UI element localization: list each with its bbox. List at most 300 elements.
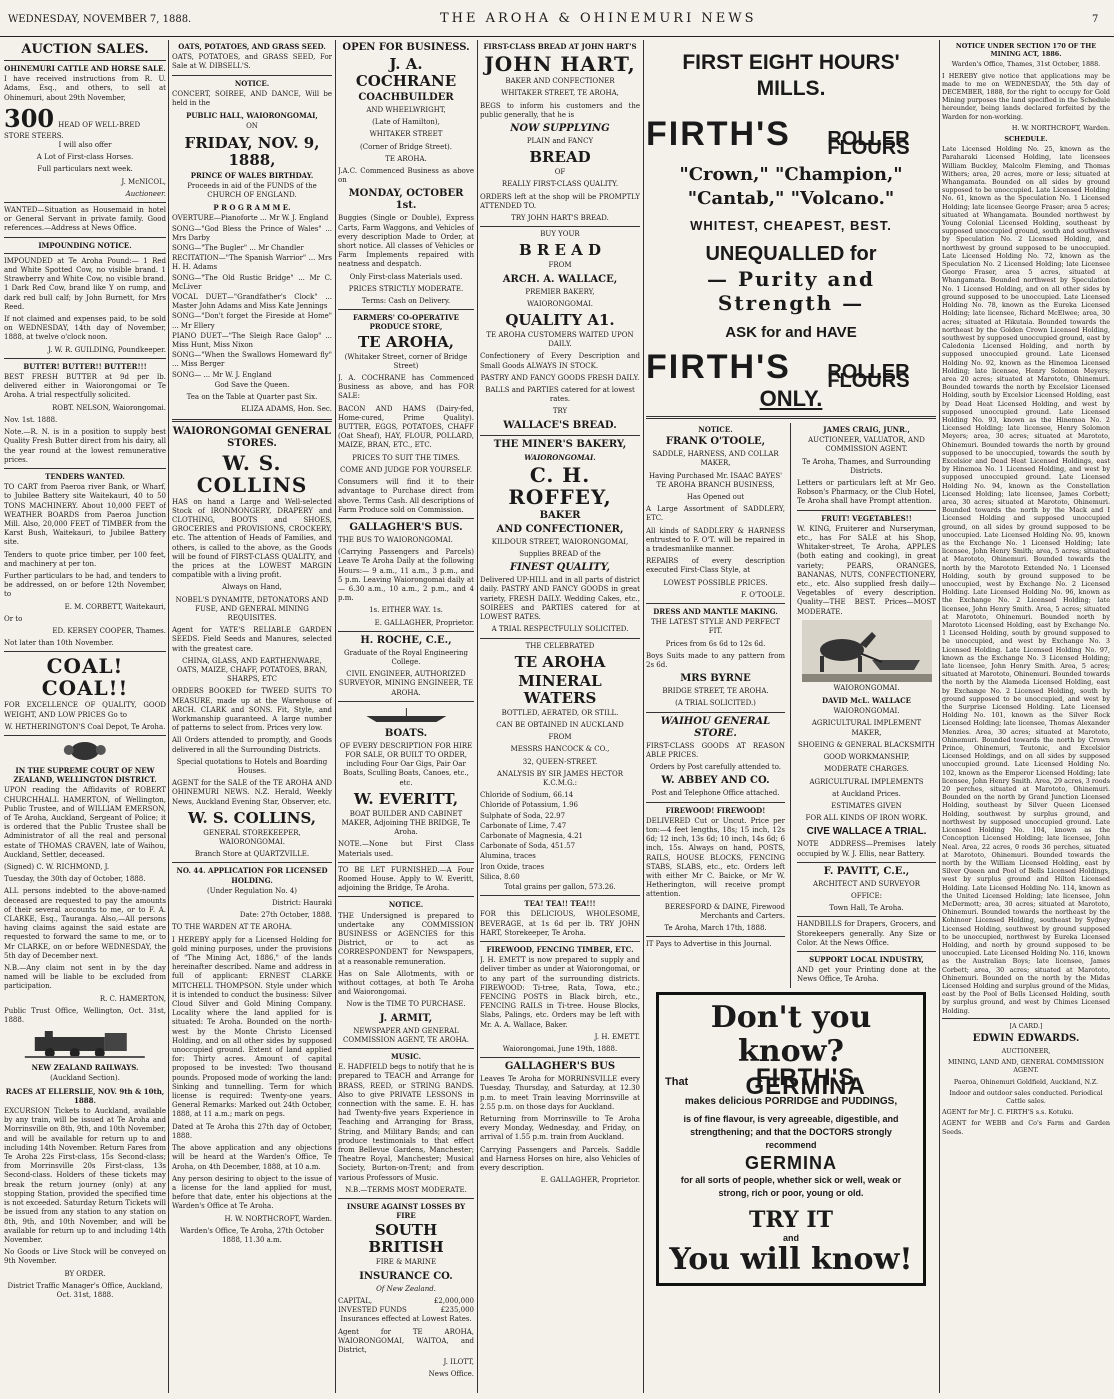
insurance-signature: J. ILOTT, [443, 1358, 474, 1367]
auction-lot: A Lot of First-class Horses. [36, 153, 134, 162]
races-goods: No Goods or Live Stock will be conveyed on 9th November. [4, 1248, 166, 1266]
edwards-address: Paeroa, Ohinemuri Goldfield, Auckland, N.Z. [953, 1077, 1099, 1086]
list-item: SONG— ... Mr W. J. England [172, 370, 272, 379]
list-item: SONG—"When the Swallows Homeward fly" ... Miss Berger [172, 351, 332, 369]
hart-of: OF [554, 168, 566, 177]
wallace-estimates: ESTIMATES GIVEN [831, 801, 902, 810]
divider [4, 358, 166, 359]
pays-to-advertise: IT Pays to Advertise in this Journal. [646, 940, 772, 949]
germina-closing: You will know! [669, 1242, 913, 1278]
mineral-from: FROM [548, 733, 572, 742]
list-item: Carbonate of Magnesia, 4.21 [480, 831, 583, 840]
heading-oats: OATS, POTATOES, AND GRASS SEED. [178, 42, 326, 51]
tenders-signature: E. M. CORBETT, Waitekauri, [64, 602, 166, 611]
collins-all-orders: All Orders attended to promptly, and Goods delivered in all the Surrounding Districts. [172, 736, 332, 754]
germina-text: is of fine flavour, is very agreeable, digestible, and strengthening; and that the DOCTORS strongly recommend [683, 1113, 899, 1150]
gallagher-text: Leaves Te Aroha for MORRINSVILLE every Tuesday, Thursday, and Saturday, at 12.30 p.m. to meet Train leaving Morrinsville at 2.55 p.m. on those days for Auckland. [480, 1075, 640, 1111]
concert-on: ON [246, 122, 258, 131]
heading-john-hart: JOHN HART, [484, 52, 636, 77]
roffey-supplies: Supplies BREAD of the [519, 550, 601, 559]
heading-armit: J. ARMIT, [379, 1012, 433, 1024]
list-item: PIANO DUET—"The Sleigh Race Galop" ... Miss Hunt, Miss Nixon [172, 331, 332, 350]
masthead-rule [0, 36, 1114, 37]
firths-line-2 [646, 347, 936, 392]
analysis-list [480, 791, 640, 882]
schedule-text: Late Licensed Holding No. 25, known as the Paraharaki Licensed Holding, late licensees William Buckley, Malcolm Fleming, and Thomas Withers; area, 20 acres, more or less; situated at Whangamata. Bounded on all sides by ground supposed to be unoccupied. Late Licensed Holding No. 61, known as the Speculation No. 1 Licensed Holding; late licensee George Fraser; area 5 acres; situated at Whangamata. Bounded northwest by Young Colonial Licensed Holding, southeast by supposed unoccupied ground, south and southwest by Speculation No. 2 Licensed Holding, and northwest by ground supposed to be unoccupied. Late Licensed Holding No. 72, known as the Speculation No. 2 Licensed Holding; late Licensee George Fraser, area 5 acres, situated at Whangamata. Bounded northwest by Speculation No. 1 Licensed Holding, and on all other sides by ground supposed to be unoccupied. Late Licensed Holding No. 78, known as the Eureka Licensed Holding; late licensee, Richard McElwee; area, 30 acres; situated at Hikutaia. Bounded towards the northeast by the Golden Crown Licensed Holding, southwest by supposed unoccupied ground, east by Caledonia Licensed Holding, and north by supposed unoccupied ground. Late Licensed Holding No. 92, known as the Hinemoa Licensed Holding; late licensee, Henry Solomon Meyers; area 20 acres; situated at Marototo, Ohinemuri. Bounded towards the north by Excelsior Licensed Holding, south by Excelsior Licensed Holding, east by Dead Heat Licensed Holding, and west by supposed unoccupied ground. Late Licensed Holding No. 93, known as the Hinemoa No. 2 Licensed Holding; late licensee, Henry Solomon Meyers; area, 30 acres; situated at Marototo, Ohinemuri. Bounded towards the north by ground supposed to be unoccupied, towards the south by Excelsior and Dead Heat Licensed Holdings, east by Hinemoa No. 1 Licensed Holding, and west by supposed unoccupied ground. Late Licensed Holding No. 94, known as the Constellation Licensed Holding; late licensee, James Corbett; area, 30 acres; situated at Marototo, Ohinemuri. Bounded towards the north by the Mack and I Licensed Holding and supposed unoccupied ground, on all sides by ground supposed to be unoccupied. Late Licensed Holding No. 95, known as the Exchange No. 1 Licensed Holding; late licensee, John Henry Smith; area, 5 acres; situated at Marototo, Ohinemuri. Bounded towards the north by the Marototo Extended No. 1 Licensed Holding, south by ground supposed to be unoccupied, west by Exchange No. 2 Licensed Holding. Late Licensed Holding No. 96, known as the Exchange No. 2 Licensed Holding; late licensee, John Henry Smith. Area, 5 acres; situated at Marototo, Ohinemuri. Bounded north by Marototo Licensed Holding, east by Exchange No. 1 Licensed Holding, south by ground supposed to be unoccupied, and west by Exchange No. 3 Licensed Holding. Late Licensed Holding No. 97, known as the Exchange No. 3 Licensed Holding; late licensee, John Henry Smith. Area, 5 acres; situated at Marototo, Ohinemuri. Bounded towards the north by the Alameda Licensed Holding, east by Exchange No. 2 Licensed Holding, south by ground supposed to be unoccupied, and west by the Surprise Licensed Holding. Late Licensed Holding No. 101, known as the Silver Rock Licensed Holding; late licensee, Thomas Alexander Menzies. Area, 30 acres; situated at Marototo, Ohinemuri. Bounded towards the north by Crown Prince, Ohinemuri, Teutonic, and Excelsior Licensed Holdings, and on all sides by supposed unoccupied ground. Late Licensed Holding No. 102, known as the Emperor Licensed Holding; late licensee, John Henry Smith. Area, 29 acres, 3 roods 20 perches, situated at Marototo, Ohinemuri. Bounded on the north by Grand Junction Licensed Holding, southeast by Silver Queen Licensed Holding, southwest by surplus ground, and northwest by supposed unoccupied ground. Late Licensed Holding No. 104, known as the Conception Licensed Holding; late licensee, John Neal. Area, 22 acres, 0 roods 36 perches, situated at Marototo, Ohinemuri. Bounded towards the north by the William Licensed Holding, east by Silver Queen and Pool of Bells Licensed Holdings, west by surplus ground and Hilton Licensed Holding. Late Licensed Holding No. 114, known as the United Licensed Holding; late licensee, John McDermott; area, 30 acres; situated at Marototo, Ohinemuri. Bounded towards the northeast by the Kohinoor Licensed Holding, southeast by Sydney Licensed Holding, southwest by ground supposed to be unoccupied, northwest by Eureka Licensed Holding, and north by ground supposed to be unoccupied. Late Licensed Holding No. 116, known as the Australian Boys; late licensee, James Corbett; area, 30 acres; situated at Marototo, Ohinemuri. Bounded on the north by the Midas Licensed Holding and surplus ground of the Midas, east by the Pool of Bells Licensed Holding, south by surplus ground, and west by Chimes Licensed Holding. [942, 145, 1110, 1015]
divider [797, 951, 936, 952]
farmers-prices: PRICES TO SUIT THE TIMES. [352, 453, 460, 462]
mineral-messrs: MESSRS HANCOCK & CO., [510, 745, 610, 754]
hart-orders: ORDERS left at the shop will be PROMPTLY ATTENDED TO. [480, 192, 640, 210]
divider [4, 253, 166, 254]
wallace-pastry: PASTRY AND FANCY GOODS FRESH DAILY. [480, 373, 640, 382]
roche-titles: CIVIL ENGINEER, AUTHORIZED SURVEYOR, MINING ENGINEER, TE AROHA. [338, 670, 474, 697]
collins-address: GENERAL STOREKEEPER, WAIORONGOMAI. [203, 828, 301, 846]
cochrane-text: Buggies (Single or Double), Express Carts, Farm Waggons, and Vehicles of every description Made to Order, at short notice. All classes of Vehicles or Farm Implements repaired with neatness and despatch. [338, 214, 474, 269]
heading-waihou-store: WAIHOU GENERAL STORE. [660, 715, 771, 739]
heading-schedule: SCHEDULE. [1004, 135, 1048, 144]
illustration-caption: WAIORONGOMAI. [833, 683, 900, 692]
everitt-note: NOTE.—None but First Class Materials used. [338, 840, 474, 858]
heading-races: RACES AT ELLERSLIE, NOV. 9th & 10th, 1888. [5, 1086, 165, 1105]
heading-wallace: ARCH. A. WALLACE, [502, 273, 618, 285]
divider [480, 941, 640, 942]
heading-impounding: IMPOUNDING NOTICE. [38, 240, 132, 250]
wallace-blacksmith: SHOEING & GENERAL BLACKSMITH [798, 740, 935, 749]
everitt-text: BOAT BUILDER AND CABINET MAKER, Adjoining THE BRIDGE, Te Aroha. [341, 809, 471, 837]
butter-date: Nov. 1st. 1888. [4, 415, 58, 424]
tea-text: FOR this DELICIOUS, WHOLESOME, BEVERAGE, at 1s 6d per lb. TRY JOHN HART, Storekeeper, Te Aroha. [480, 910, 640, 937]
collins-china: CHINA, GLASS, AND EARTHENWARE, OATS, MAIZE, CHAFF, POTATOES, BRAN, SHARPS, ETC [176, 656, 328, 684]
heading-notice: NOTICE. [234, 78, 270, 88]
column-3 [338, 40, 474, 1393]
mining-warden: H. W. NORTHCROFT, Warden. [1011, 123, 1110, 132]
cochrane-street: WHITAKER STREET [369, 130, 443, 139]
edwards-kotuku: AGENT for Mr J. C. FIRTH'S s.s. Kotuku. [942, 1108, 1074, 1117]
divider [646, 936, 785, 937]
collins-branch: Branch Store at QUARTZVILLE. [194, 850, 310, 859]
only: ONLY. [759, 386, 823, 412]
divider [4, 60, 166, 61]
divider [338, 518, 474, 519]
tenders-signature-2: ED. KERSEY COOPER, Thames. [52, 626, 166, 635]
cochrane-commenced: J.A.C. Commenced Business as above on [338, 167, 474, 185]
wallace-bakery: PREMIER BAKERY, [525, 287, 595, 296]
boats-text: OF EVERY DESCRIPTION FOR HIRE FOR SALE, OR BUILT TO ORDER, including Four Oar Gigs, Pair Oar Boats, Sculling Boats, Canoes, etc., etc. [339, 741, 473, 787]
impound-text: IMPOUNDED at Te Aroha Pound:— 1 Red and White Spotted Cow, no visible brand. 1 Strawberry and White Cow, no visible brand. 1 Dark Red Cow, brand like Y on rump, and dark red bull calf; by John Burnett, for Mrs Reed. [4, 256, 166, 311]
programme-list [172, 214, 332, 379]
divider [338, 1048, 474, 1049]
heading-roffey: C. H. ROFFEY, [508, 462, 612, 509]
pavitt-hall: Town Hall, Te Aroha. [829, 904, 904, 913]
armit-text: THE Undersigned is prepared to undertake any COMMISSION BUSINESS or AGENCIES for this District, or to act as CORRESPONDENT for Newspapers, at a reasonable remuneration. [338, 911, 474, 966]
insurance-office: News Office. [428, 1370, 474, 1379]
heading-gallagher-bus-2: GALLAGHER'S BUS [504, 1061, 616, 1073]
music-text: E. HADFIELD begs to notify that he is prepared to TEACH and Arrange for BRASS, REED, or STRING BANDS. Also to give PRIVATE LESSONS in connection with the same. E. H. has had Twenty-five years Experience in Teaching and Arranging for Brass, String, and Military Bands; and can produce testimonials to that effect from Bellevue Gardens, Manchester; Theatre Royal, Manchester; Musical Society, Burton-on-Trent; and from various Professors of Music. [338, 1063, 474, 1182]
otoole-signature: F. O'TOOLE. [740, 590, 785, 599]
farmers-list: BACON AND HAMS (Dairy-fed, Home-cured, Prime Quality). BUTTER, EGGS, POTATOES, CHAFF (Oat Sheaf), HAY, FLOUR, POLLARD, MAIZE, BRAN, ETC., ETC. [338, 404, 474, 450]
otoole-purchased: Having Purchased Mr. ISAAC BAYES' TE AROHA BRANCH BUSINESS, [648, 471, 783, 489]
divider [480, 1057, 640, 1058]
wallace-iron: FOR ALL KINDS OF IRON WORK. [805, 814, 928, 823]
auction-text: I have received instructions from R. U. Adams, Esq., and others, to sell at Ohinemuri, about 29th November, [4, 75, 166, 102]
heading-collins: W. S. COLLINS [196, 450, 308, 497]
divider [480, 226, 640, 227]
concert-proceeds: Proceeds in aid of the FUNDS of the CHURCH OF ENGLAND. [187, 181, 317, 200]
heading-everitt: W. EVERITT, [353, 789, 459, 808]
divider [338, 701, 474, 702]
divider [480, 895, 640, 896]
edwards-title: AUCTIONEER, [1001, 1046, 1051, 1055]
butter-signature: ROBT. NELSON, Waiorongomai. [51, 403, 166, 412]
coal-signature: W. HETHERINGTON'S Coal Depot, Te Aroha. [4, 722, 166, 731]
column-6 [942, 40, 1110, 1393]
handbills-ad: HANDBILLS for Drapers, Grocers, and Storekeepers generally. Any Size or Color. At the News Office. [797, 920, 936, 947]
divider [338, 309, 474, 310]
races-text: EXCURSION Tickets to Auckland, available by any train, will be issued at Te Aroha and Morrinsville on 8th, 9th, and 10th November, and will be available for return up to and including 14th November. Return Fares from Te Aroha 22s First-class, 15s Second-class; from Morrinsville 20s First-class, 13s Second-class. Holders of these tickets may break the return journey (only) at any stopping Station, provided the specified time is not exceeded. Saturday Return Tickets will be issued from any station to any station on 8th, 9th, and 10th November, and will be available for return up to and including 14th November. [4, 1107, 166, 1244]
invested-label: INVESTED FUNDS [338, 1306, 407, 1315]
firewood-date: Te Aroha, March 17th, 1888. [664, 923, 767, 932]
divider [797, 862, 936, 863]
heading-abbey: W. ABBEY AND CO. [661, 775, 770, 787]
wallace-confectionery: Confectionery of Every Description and Small Goods ALWAYS IN STOCK. [480, 352, 640, 370]
divider [338, 631, 474, 632]
firths-line [646, 115, 936, 160]
heading-notice-armit: NOTICE. [388, 900, 424, 910]
divider [4, 468, 166, 469]
armit-title: NEWSPAPER AND GENERAL COMMISSION AGENT, TE AROHA. [343, 1026, 469, 1044]
auction-head-line [4, 103, 166, 141]
firths-name: FIRTH'S [646, 115, 791, 153]
collins-special: Special quotations to Hotels and Boarding Houses. [176, 757, 328, 775]
auctioneer-title: Auctioneer. [125, 189, 166, 198]
edwards-sales: Indoor and outdoor sales conducted. Periodical Cattle sales. [949, 1088, 1103, 1105]
heading-application: NO. 44. APPLICATION FOR LICENSED HOLDING. [176, 866, 328, 885]
heading-auction-sales: AUCTION SALES. [21, 42, 149, 57]
hart-bread: BREAD [529, 148, 591, 167]
cochrane-wheelwright: AND WHEELWRIGHT, [366, 106, 446, 114]
list-item: VOCAL DUET—"Grandfather's Clock" ... Master John Adams and Miss Kate Jennings [172, 293, 332, 311]
court-office: Public Trust Office, Wellington, Oct. 31st, 1888. [4, 1006, 166, 1025]
tenders-deadline: Not later than 10th November. [4, 639, 114, 648]
hart-street: WHITAKER STREET, TE AROHA, [501, 89, 619, 98]
divider [797, 510, 936, 511]
divider [172, 419, 332, 422]
heading-cochrane: J. A. COCHRANE [355, 55, 457, 90]
wallace-auckland: at Auckland Prices. [832, 789, 901, 798]
concert-hall: PUBLIC HALL, WAIORONGOMAI, [186, 111, 318, 121]
bus-fare: 1s. EITHER WAY. 1s. [369, 606, 443, 615]
mining-notice-text: I HEREBY give notice that applications may be made to me on WEDNESDAY, the 5th day of DECEMBER, 1888, for the right to occupy for Gold Mining purposes the land specified in the Schedule hereunder, being lands declared forfeited by the Warden for non-working. [942, 71, 1110, 121]
heading-general-stores: WAIORONGOMAI GENERAL STORES. [172, 425, 332, 449]
races-order: BY ORDER. [64, 1269, 106, 1278]
waihou-orders: Orders by Post carefully attended to. [649, 763, 782, 772]
cochrane-corner: (Corner of Bridge Street). [360, 142, 452, 151]
roffey-trial: A TRIAL RESPECTFULLY SOLICITED. [491, 625, 629, 634]
insurance-rates: Insurances effected at Lowest Rates. [340, 1315, 472, 1324]
list-item: Carbonate of Soda, 451.57 [480, 842, 576, 851]
heading-fruit: FRUIT! VEGETABLES!! [821, 513, 912, 523]
list-item: OVERTURE—Pianoforte ... Mr W. J. England [172, 214, 329, 223]
ask-for: ASK for and HAVE [725, 323, 857, 341]
germina-headline: Don't you know? [710, 999, 872, 1069]
wallace-balls: BALLS and PARTIES catered for at lowest rates. [485, 386, 635, 404]
sb-nz: Of New Zealand. [376, 1284, 436, 1293]
application-regulation: (Under Regulation No. 4) [207, 886, 297, 895]
divider [4, 237, 166, 238]
heading-mineral-waters: MINERAL WATERS [518, 671, 602, 707]
germina-name: GERMINA [745, 1152, 837, 1173]
auction-also: I will also offer [58, 141, 112, 150]
application-text-2: The above application and any objections will be heard at the Warden's Office, Te Aroha, on 4th December, 1888, at 10 a.m. [172, 1144, 332, 1171]
heading-roche: H. ROCHE, C.E., [360, 634, 452, 646]
whitest-cheapest: WHITEST, CHEAPEST, BEST. [690, 218, 892, 234]
tenders-text: TO CART from Paeroa river Bank, or Wharf, to Jubilee Battery site Waitekauri, 40 to 50 TONS MACHINERY. About 10,000 FEET of WEATHER BOARDS from Paeroa Junction Mill. Also, 20,000 FEET of TIMBER from the Karst Bush, Waitekauri, to Jubilee Battery site. [4, 483, 166, 547]
royal-crest-icon [20, 740, 150, 762]
application-warden: H. W. NORTHCROFT, Warden. [224, 1214, 332, 1223]
armit-text-2: Has on Sale Allotments, with or without cottages, at both Te Aroha and Waiorongomai. [338, 969, 474, 997]
railways-section: (Auckland Section). [50, 1074, 120, 1083]
armit-text-3: Now is the TIME TO PURCHASE. [346, 1000, 466, 1009]
locomotive-icon [20, 1029, 150, 1059]
heading-gallagher-bus: GALLAGHER'S BUS. [349, 521, 463, 533]
cochrane-prices: PRICES STRICTLY MODERATE. [348, 284, 464, 293]
music-nb: N.B.—TERMS MOST MODERATE. [345, 1185, 467, 1194]
tenders-or: Or to [4, 614, 23, 623]
list-item: Carbonate of Lime, 7.47 [480, 821, 567, 830]
bread-banner: FIRST-CLASS BREAD AT JOHN HART'S [483, 42, 637, 51]
court-date: Tuesday, the 30th day of October, 1888. [4, 875, 146, 884]
wallace-quality: QUALITY A1. [505, 311, 615, 330]
column-rule [168, 40, 169, 1393]
heading-programme: P R O G R A M M E. [213, 203, 291, 213]
germina-advert [656, 992, 926, 1287]
application-district: District: Hauraki [272, 899, 332, 908]
edwards-seeds: AGENT for WEBB and Co's Farm and Garden Seeds. [942, 1119, 1110, 1136]
bus-proprietor: E. GALLAGHER, Proprietor. [374, 618, 474, 627]
head-count: 300 [4, 103, 55, 133]
cochrane-terms: Terms: Cash on Delivery. [361, 297, 451, 306]
court-text-2: ALL persons indebted to the above-named deceased are requested to pay the amounts of their several accounts to me, or to F. A. CLARKE, Esq., Tauranga. Also,—All persons having claims against the said estate are requested to forward the same to me, or to Mr CLARKE, on or before WEDNESDAY, the 5th day of December next. [4, 887, 166, 960]
mineral-analysis: ANALYSIS BY SIR JAMES HECTOR K.C.M.G.: [497, 769, 623, 787]
butter-note: Note.—R. N. is in a position to supply best Quality Fresh Butter direct from his dairy, all the year round at the lowest remunerative prices. [4, 428, 166, 464]
farmers-town: TE AROHA, [357, 332, 455, 351]
mineral-street: 32, QUEEN-STREET. [522, 757, 598, 766]
divider [338, 1198, 474, 1199]
wallace-try: TRY [552, 407, 568, 416]
roffey-baker: BAKER [539, 509, 581, 521]
flour-brands: "Crown," "Champion," "Cantab," "Volcano." [679, 164, 903, 210]
germina-makes: makes delicious PORRIDGE and PUDDINGS, [684, 1095, 898, 1107]
column-rule [477, 40, 478, 1393]
invested-value: £235,000 [440, 1306, 474, 1315]
wallace-town: WAIORONGOMAI. [526, 299, 594, 308]
card-label: [A CARD.] [1009, 1021, 1043, 1030]
list-item: SONG—"God Bless the Prince of Wales" ... Mrs Darby [172, 224, 332, 242]
divider [480, 435, 640, 436]
plough-horses-icon [802, 620, 932, 682]
heading-david-wallace: DAVID McL. WALLACE [821, 696, 912, 706]
heading-tenders: TENDERS WANTED. [45, 471, 125, 481]
list-item: Alumina, traces [480, 852, 536, 861]
collins-text: HAS on hand a Large and Well-selected Stock of IRONMONGERY, DRAPERY and CLOTHING, BOOTS and SHOES, GROCERIES and PROVISIONS, CROCKERY, etc. The attention of Heads of Families, and others, is called to the above, as the Goods will be found of FIRST-CLASS QUALITY, and the prices at the LOWEST MARGIN compatible with a living profit. [172, 497, 332, 580]
fruit-text: W. KING, Fruiterer and Nurseryman, etc., has For SALE at his Shop, Whitaker-street, Te Aroha, APPLES (both eating and cooking), in great variety; PEARS, ORANGES, BANANAS, NUTS, CONFECTIONERY, etc., etc. Also supplied fresh daily—Vegetables of every description. Quality—THE BEST. Prices—MOST MODERATE. [797, 524, 936, 616]
collins-nobel: NOBEL'S DYNAMITE, DETONATORS AND FUSE, AND GENERAL MINING REQUISITES. [175, 595, 329, 622]
application-office: Warden's Office, Te Aroha, 27th October 1888, 11.30 a.m. [180, 1226, 324, 1244]
emett-date: Waiorongomai, June 19th, 1888. [502, 1045, 618, 1053]
buy-your: BUY YOUR [540, 230, 580, 239]
sb-fire-marine: FIRE & MARINE [375, 1258, 437, 1267]
heading-tea: TEA! TEA!! TEA!!! [524, 899, 596, 909]
column-4 [480, 40, 640, 1393]
court-nb: N.B.—Any claim not sent in by the day named will be liable to be excluded from participation. [4, 964, 166, 991]
pavitt-title: ARCHITECT AND SURVEYOR [812, 879, 921, 888]
abbey-post: Post and Telephone Office attached. [651, 789, 780, 798]
divider [942, 1018, 1110, 1019]
tenders-text-3: Further particulars to be had, and tenders to be addressed, on or before 12th November, to [4, 571, 166, 599]
races-office: District Traffic Manager's Office, Auckland, Oct. 31st, 1888. [7, 1281, 163, 1299]
wanted-ad: WANTED—Situation as Housemaid in hotel or General Servant in private family. Good references.—Address at News Office. [4, 206, 166, 233]
divider [646, 603, 785, 604]
page-number: 7 [1092, 14, 1099, 25]
court-text: UPON reading the Affidavits of ROBERT CHURCHHALL HAMERTON, of Wellington, Public Trustee, and of WILLIAM EMERSON, of Te Aroha, Auckland, Sergeant of Police; it is ordered that the Public Trustee shall be Administrator of all the real and personal estate of THOMAS CRAVEN, late of Waihou, Auckland, Settler, deceased. [4, 786, 166, 859]
farmers-come: COME AND JUDGE FOR YOURSELF. [339, 465, 473, 474]
heading-coal: COAL! COAL!! [41, 654, 129, 701]
heading-open-business: OPEN FOR BUSINESS. [342, 42, 470, 53]
craig-titles: AUCTIONEER, VALUATOR, AND COMMISSION AGENT. [808, 436, 925, 454]
germina-that: That [665, 1075, 689, 1088]
heading-otoole: FRANK O'TOOLE, [665, 436, 766, 448]
wallace-maker: AGRICULTURAL IMPLEMENT MAKER, [811, 719, 922, 737]
collins-agent: AGENT for the SALE of the TE AROHA AND OHINEMURI NEWS. N.Z. Herald, Weekly News, Auckland Evening Star, Observer, etc. [172, 779, 332, 806]
bus-text: THE BUS TO WAIORONGOMAI. [338, 535, 453, 544]
heading-railways: NEW ZEALAND RAILWAYS. [31, 1063, 139, 1073]
list-item: Chloride of Sodium, 66.14 [480, 791, 574, 800]
butter-text: BEST FRESH BUTTER at 9d per lb. delivered either in Waiorongomai or Te Aroha. A trial respectfully solicited. [4, 373, 166, 400]
waihou-goods: FIRST-CLASS GOODS AT REASON ABLE PRICES. [646, 741, 785, 759]
edwards-agent: MINING, LAND AND, GENERAL COMMISSION AGENT. [948, 1058, 1104, 1075]
unequalled: UNEQUALLED for [705, 242, 877, 265]
heading-collins-2: W. S. COLLINS, [187, 808, 317, 827]
tea-signature: ELIZA ADAMS, Hon. Sec. [241, 405, 332, 414]
auction-full: Full particulars next week. [37, 165, 133, 174]
dress-prices: Prices from 6s 6d to 12s 6d. [665, 639, 766, 648]
heading-boats: BOATS. [384, 727, 428, 739]
list-item: SONG—"The Old Rustic Bridge" ... Mr C. McLiver [172, 273, 332, 291]
otoole-notice: NOTICE. [698, 425, 733, 435]
column-rule [643, 40, 644, 1393]
cochrane-late: (Late of Hamilton), [372, 118, 440, 127]
farmers-text-2: Consumers will find it to their advantage to Purchase direct from above. Terms Cash. All descriptions of Farm Produce sold on Commission. [338, 478, 474, 514]
heading-miners-bakery: THE MINER'S BAKERY, [493, 438, 627, 450]
divider [646, 802, 785, 803]
masthead-date: WEDNESDAY, NOVEMBER 7, 1888. [8, 14, 192, 25]
heading-byrne: MRS BYRNE [680, 673, 751, 685]
list-item: SONG—"The Bugler" ... Mr Chandler [172, 244, 304, 253]
celebrated: THE CELEBRATED [525, 641, 595, 650]
buy-bread: B R E A D [518, 241, 602, 260]
auctioneer-name: J. McNICOL, [121, 177, 166, 186]
lower-right [797, 423, 936, 988]
hart-plain: PLAIN and FANCY [526, 137, 594, 146]
otoole-repaired: All kinds of SADDLERY & HARNESS entrusted to F. O'T. will be repaired in a tradesmanlike manner. [646, 526, 785, 554]
application-date: Date: 27th October, 1888. [239, 911, 332, 920]
otoole-trade: SADDLE, HARNESS, AND COLLAR MAKER, [652, 450, 779, 468]
masthead [0, 0, 1114, 32]
farmers-text: J. A. COCHRANE has Commenced Business as above, and has FOR SALE: [338, 374, 474, 401]
heading-farmers: FARMERS' CO-OPERATIVE PRODUCE STORE, [353, 313, 459, 332]
heading-edwards: EDWIN EDWARDS. [972, 1032, 1080, 1044]
hart-try: TRY JOHN HART'S BREAD. [511, 214, 609, 223]
capital-value: £2,000,000 [433, 1296, 474, 1305]
impound-text-2: If not claimed and expenses paid, to be sold on WEDNESDAY, 14th day of November, 1888, at twelve o'clock noon. [4, 315, 166, 342]
insurance-agent: Agent for TE AROHA, WAIORONGOMAI, WAITOA, and District, [338, 1327, 474, 1354]
firewood-signature: BERESFORD & DAINE, Firewood Merchants and Carters. [664, 902, 785, 920]
divider [646, 416, 936, 419]
heading-te-aroha: TE AROHA [514, 652, 606, 671]
column-rule [939, 40, 940, 1393]
court-signature: (Signed) C. W. RICHMOND, J. [4, 863, 110, 871]
list-item: RECITATION—"The Spanish Warrior" ... Mrs H. H. Adams [172, 254, 332, 272]
divider [338, 862, 474, 863]
roffey-text: Delivered UP-HILL and in all parts of district daily. PASTRY AND FANCY GOODS in great variety, FRESH DAILY. Wedding Cakes, etc., SOIREES and PARTIES catered for at LOWEST RATES. [480, 576, 640, 622]
roffey-street: KILDOUR STREET, WAIORONGOMAI, [491, 537, 629, 546]
gallagher-text-3: Carrying Passengers and Parcels. Saddle and Harness Horses on hire, also Vehicles of every description. [480, 1145, 640, 1173]
tea-note: Tea on the Table at Quarter past Six. [186, 393, 318, 402]
hart-trade: BAKER AND CONFECTIONER [505, 77, 615, 86]
analysis-total: Total grains per gallon, 573.26. [504, 882, 616, 891]
hart-quality: REALLY FIRST-CLASS QUALITY. [501, 180, 619, 189]
divider [4, 651, 166, 652]
heading-pavitt: F. PAVITT, C.E., [823, 865, 910, 877]
byrne-trial: (A TRIAL SOLICITED.) [675, 699, 756, 708]
tenders-text-2: Tenders to quote price timber, per 100 feet, and machinery at per ton. [4, 550, 166, 568]
wallace-bread: WALLACE'S BREAD. [503, 419, 617, 431]
germina-try: TRY IT [748, 1206, 833, 1233]
emett-signature: J. H. EMETT. [594, 1032, 640, 1041]
firths-name-2: FIRTH'S [646, 347, 791, 386]
column-2 [172, 40, 332, 1393]
gallagher-signature: E. GALLAGHER, Proprietor. [540, 1176, 640, 1185]
lower-left [646, 423, 791, 988]
heading-support: SUPPORT LOCAL INDUSTRY, [809, 954, 924, 964]
capital-label: CAPITAL, [338, 1296, 373, 1305]
dress-style: THE LATEST STYLE AND PERFECT FIT. [650, 618, 781, 636]
dress-boys: Boys Suits made to any pattern from 2s 6d. [646, 651, 785, 670]
heading-music: MUSIC. [390, 1052, 422, 1062]
heading-supreme-court: IN THE SUPREME COURT OF NEW ZEALAND, WELLINGTON DISTRICT. [13, 765, 157, 785]
wallace-note: NOTE ADDRESS—Premises lately occupied by W. J. Ellis, near Battery. [797, 840, 936, 858]
boat-icon [352, 706, 461, 724]
roffey-confectioner: AND CONFECTIONER, [496, 523, 624, 535]
lower-section [646, 423, 936, 988]
cochrane-date: MONDAY, OCTOBER 1st. [348, 188, 464, 212]
divider [172, 862, 332, 863]
collins-orders: ORDERS BOOKED for TWEED SUITS TO MEASURE, made up at the Warehouse of ARCH. CLARK and SONS. Fit, Style, and Workmanship guaranteed. A large number of patterns to select from. Prices very low. [172, 687, 332, 733]
mineral-bottled: BOTTLED, AERATED, OR STILL. [501, 708, 619, 717]
concert-occasion: PRINCE OF WALES BIRTHDAY. [190, 170, 314, 180]
heading-south-british: SOUTH BRITISH [368, 1221, 444, 1257]
collins-yates: Agent for YATE'S RELIABLE GARDEN SEEDS. Field Seeds and Manures, selected with the greatest care. [172, 626, 332, 653]
poundkeeper: J. W. R. GUILDING, Poundkeeper. [47, 345, 166, 354]
farmers-street: (Whitaker Street, corner of Bridge Street) [344, 352, 468, 370]
germina-brand: FIRTH'S GERMINA [745, 1063, 866, 1100]
list-item: SONG—"Don't forget the Fireside at Home" ... Mr Ellery [172, 312, 332, 330]
list-item: Iron Oxide, traces [480, 862, 545, 871]
divider [480, 638, 640, 639]
divider [172, 75, 332, 76]
divider [338, 896, 474, 897]
